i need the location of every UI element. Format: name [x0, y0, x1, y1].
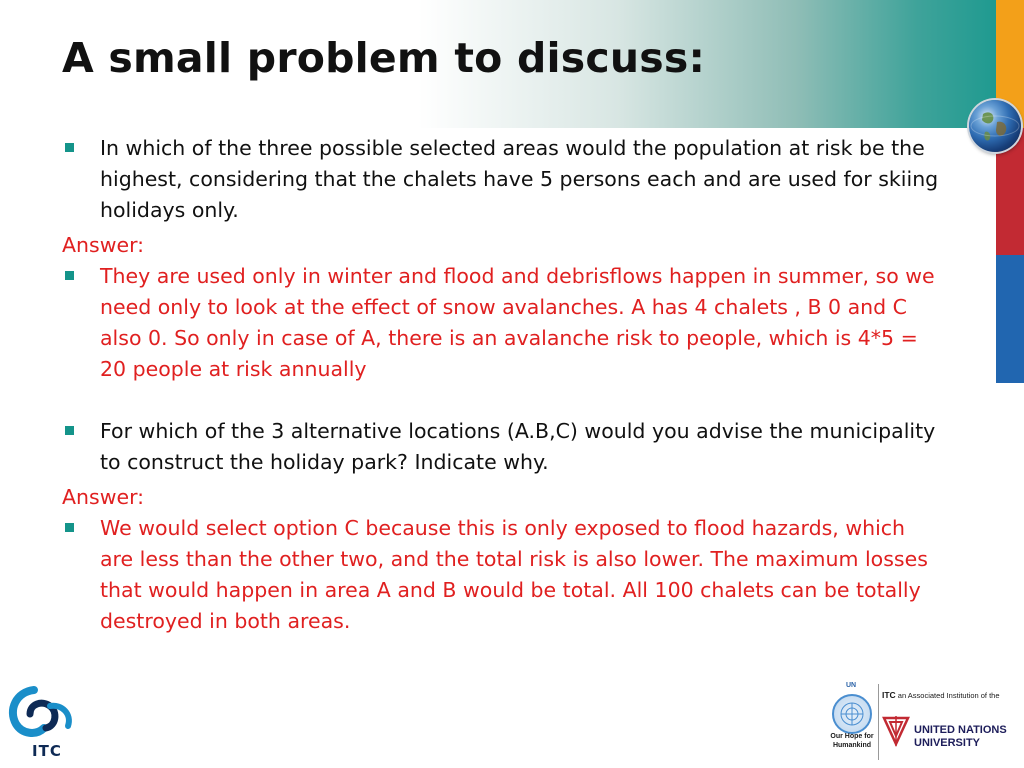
divider — [878, 684, 879, 760]
answer-1-text: They are used only in winter and flood and debrisflows happen in summer, so we need only to look at the effect of snow avalanches. A has 4 chalets , B 0 and C also 0. So only in case of A, there is an avalanche risk to people, which is 4*5 = 20 people at risk annually — [100, 264, 935, 381]
unu-logo-icon — [882, 714, 910, 748]
unu-line-2: UNIVERSITY — [914, 737, 981, 749]
unu-line-1: UNITED NATIONS — [914, 724, 1007, 736]
square-bullet-icon — [65, 426, 74, 435]
un-logo-block — [820, 680, 1018, 764]
question-1-text: In which of the three possible selected areas would the population at risk be the highest, considering that the chalets have 5 persons each and are used for skiing holidays only. — [100, 136, 939, 222]
list-item — [62, 133, 942, 226]
square-bullet-icon — [65, 143, 74, 152]
answer-label: Answer: — [62, 485, 145, 509]
spacer — [62, 385, 942, 416]
list-item — [62, 261, 942, 385]
square-bullet-icon — [65, 523, 74, 532]
list-item — [62, 513, 942, 637]
question-2-text: For which of the 3 alternative locations (A.B,C) would you advise the municipality to construct the holiday park? Indicate why. — [100, 419, 936, 474]
un-emblem-icon — [832, 694, 872, 734]
itc-assoc-rest: an Associated Institution of the — [895, 691, 1000, 700]
itc-association-text — [882, 690, 1000, 700]
itc-assoc-bold: ITC — [882, 690, 896, 700]
globe-icon — [969, 100, 1021, 152]
unu-wordmark — [914, 724, 1007, 750]
square-bullet-icon — [65, 271, 74, 280]
slide-title: A small problem to discuss: — [62, 34, 706, 82]
list-item — [62, 416, 942, 478]
un-motto: Our Hope for Humankind — [830, 733, 874, 749]
answer-label: Answer: — [62, 233, 145, 257]
un-label: UN — [846, 682, 857, 689]
itc-wordmark: ITC — [32, 742, 62, 760]
answer-2-text: We would select option C because this is only exposed to flood hazards, which are less than the other two, and the total risk is also lower. The maximum losses that would happen in area A and B would be total. All 100 chalets can be totally destroyed in both areas. — [100, 516, 928, 633]
slide-content — [62, 133, 942, 637]
accent-bar-blue — [996, 255, 1024, 383]
